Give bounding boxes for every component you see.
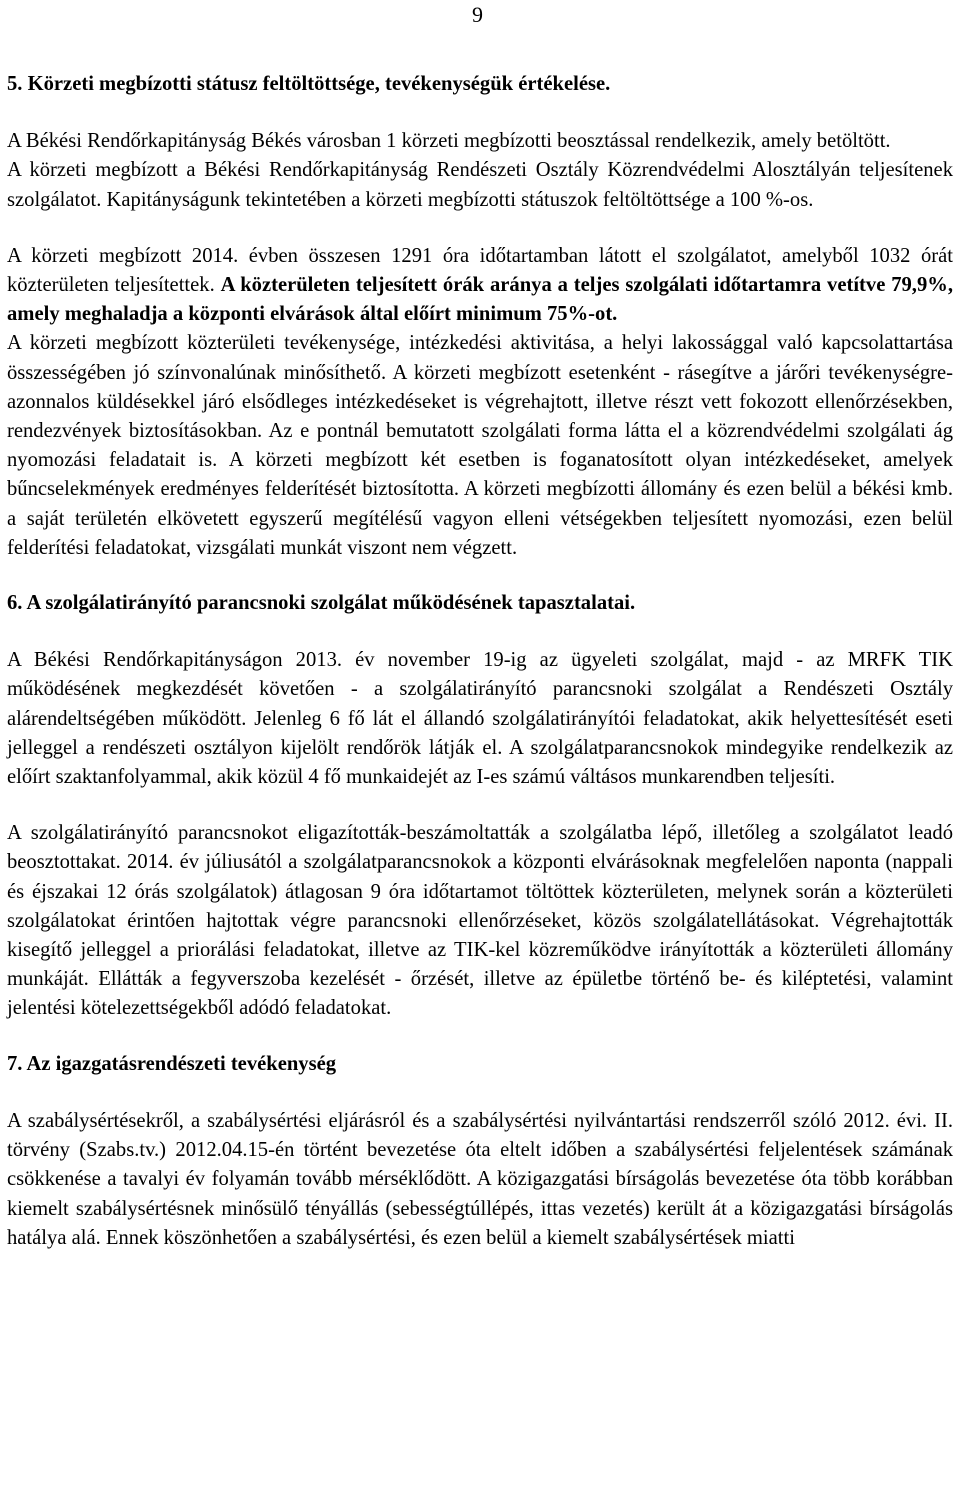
section-7-paragraph-1: A szabálysértésekről, a szabálysértési eljárásról és a szabálysértési nyilvántartási rendszerről szóló 2012. évi. II. törvény (Szabs.tv.) 2012.04.15-én történt bevezetése óta eltelt időben a szabálysértési feljelentések számának csökkenése a tavalyi év folyamán tovább mérséklődött. A közigazgatási bírságolás bevezetése óta több korábban kiemelt szabálysértésnek minősülő tényállás (sebességtúllépés, ittas vezetés) került át a közigazgatási bírságolás hatálya alá. Ennek köszönhetően a szabálysértési, és ezen belül a kiemelt szabálysértések miatti xyxy=(7,1109,953,1249)
page-number: 9 xyxy=(472,2,483,27)
section-7-heading: 7. Az igazgatásrendészeti tevékenység xyxy=(7,1052,337,1075)
section-6-heading: 6. A szolgálatirányító parancsnoki szolgálat működésének tapasztalatai. xyxy=(7,592,636,615)
section-5-heading: 5. Körzeti megbízotti státusz feltöltöttsége, tevékenységük értékelése. xyxy=(7,73,611,95)
section-6-paragraph-2: A szolgálatirányító parancsnokot eligazították-beszámoltatták a szolgálatba lépő, illetőleg a szolgálatot leadó beosztottakat. 2014. év júliusától a szolgálatparancsnokok a központi elvárásoknak megfelelően naponta (nappali és éjszakai 12 órás szolgálatok) átlagosan 9 óra időtartamot töltöttek közterületen, melynek során a közterületi szolgálatokat érintően hajtottak végre parancsnoki ellenőrzéseket, közös szolgálatellátásokat. Végrehajtották kisegítő jelleggel a priorálási feladatokat, illetve az TIK-kel közreműködve irányították a közterületi állomány munkáját. Ellátták a fegyverszoba kezelését - őrzését, illetve az épületbe történő be- és kiléptetési, valamint jelentési kötelezettségekből adódó feladatokat. xyxy=(7,822,953,1020)
section-5-paragraph-3-bold: A közterületen teljesített órák aránya a teljes szolgálati időtartamra vetítve 79,9%, amely meghaladja a központi elvárások által előírt minimum 75%-ot. xyxy=(7,274,953,326)
section-6-paragraph-1: A Békési Rendőrkapitányságon 2013. év november 19-ig az ügyeleti szolgálat, majd - az MRFK TIK működésének megkezdését követően - a szolgálatirányító parancsnoki szolgálat a Rendészeti Osztály alárendeltségében működött. Jelenleg 6 fő lát el állandó szolgálatirányítói feladatokat, akik helyettesítését eseti jelleggel a rendészeti osztályon kijelölt rendőrök látják el. A szolgálatparancsnokok mindegyike rendelkezik az előírt szaktanfolyammal, akik közül 4 fő munkaidejét az I-es számú váltásos munkarendben teljesíti. xyxy=(7,649,953,789)
page-content xyxy=(7,70,953,1253)
section-5-paragraph-3 xyxy=(7,242,953,330)
section-5-paragraph-3-text: A körzeti megbízott 2014. évben összesen 1291 óra időtartamban látott el szolgálatot, amelyből 1032 órát közterületen teljesítettek. xyxy=(7,244,953,297)
section-5-paragraph-2: A körzeti megbízott a Békési Rendőrkapitányság Rendészeti Osztály Közrendvédelmi Alosztályán teljesítenek szolgálatot. Kapitányságunk tekintetében a körzeti megbízotti státuszok feltöltöttsége a 100 %-os. xyxy=(7,159,953,211)
section-5-paragraph-4: A körzeti megbízott közterületi tevékenysége, intézkedési aktivitása, a helyi lakossággal való kapcsolattartása összességében jó színvonalúnak minősíthető. A körzeti megbízott esetenként - rásegítve a járőri tevékenységre- azonnalos küldésekkel járó elsődleges intézkedéseket is végrehajtott, illetve részt vett fokozott ellenőrzésekben, rendezvények biztosításokban. Az e pontnál bemutatott szolgálati forma látta el a közrendvédelmi szolgálati ág nyomozási feladatait is. A körzeti megbízott két esetben is foganatosított olyan intézkedéseket, amelyek bűncselekmények eredményes felderítését biztosította. A körzeti megbízotti állomány és ezen belül a békési kmb. a saját területén elkövetett egyszerű megítélésű vagyon elleni vétségekben teljesített nyomozási, ezen belül felderítési feladatokat, vizsgálati munkát viszont nem végzett. xyxy=(7,332,953,559)
section-5-paragraph-1: A Békési Rendőrkapitányság Békés városban 1 körzeti megbízotti beosztással rendelkezik, amely betöltött. xyxy=(7,130,891,153)
